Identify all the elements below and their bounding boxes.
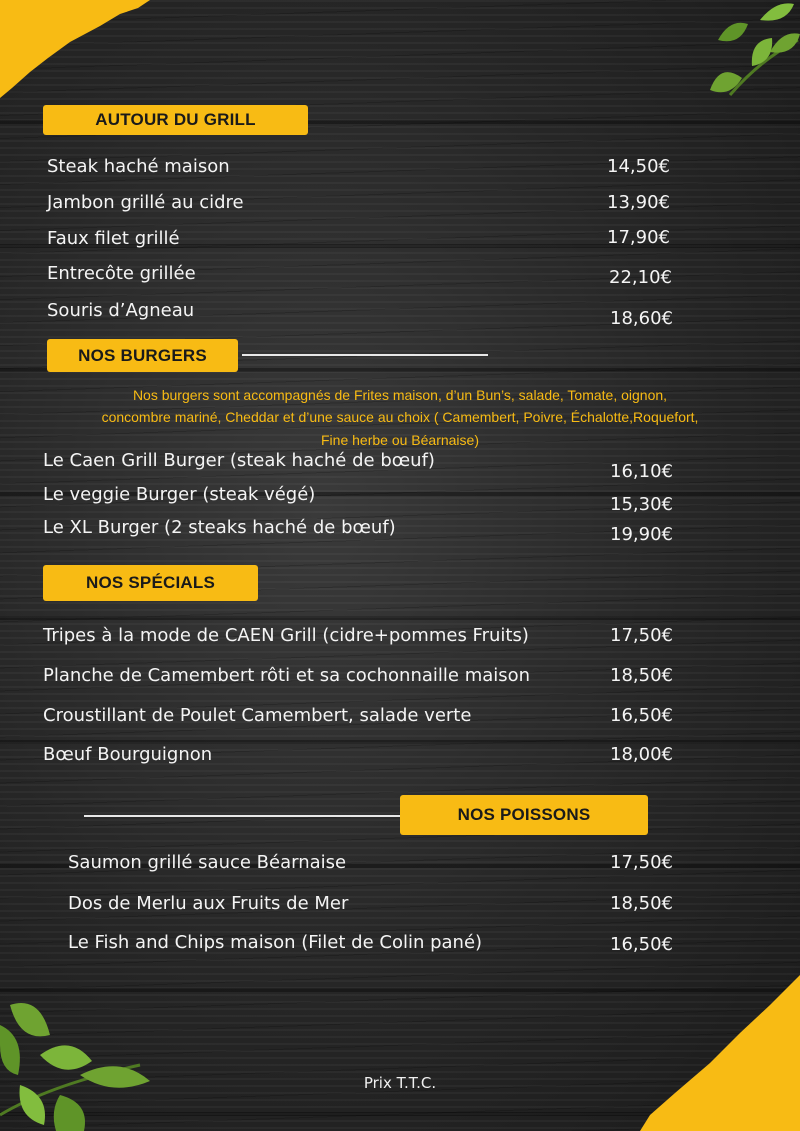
menu-item-price: 18,60€ [610, 308, 673, 329]
menu-item-price: 18,00€ [610, 744, 673, 765]
menu-item-name: Planche de Camembert rôti et sa cochonnaille maison [43, 665, 531, 686]
menu-item-name: Entrecôte grillée [47, 263, 196, 284]
menu-item-name: Le Caen Grill Burger (steak haché de bœuf) [43, 450, 435, 471]
menu-item-name: Steak haché maison [47, 156, 230, 177]
yellow-brush-top-left [0, 0, 160, 110]
menu-item-price: 16,50€ [610, 934, 673, 955]
menu-item-name: Saumon grillé sauce Béarnaise [68, 852, 347, 873]
section-title-poissons: NOS POISSONS [400, 795, 648, 835]
burgers-description-line: concombre mariné, Cheddar et d’une sauce au choix ( Camembert, Poivre, Échalotte,Roquefort, [101, 409, 699, 425]
leaves-top-right-icon [690, 0, 800, 110]
menu-item-name: Croustillant de Poulet Camembert, salade verte [43, 705, 472, 726]
menu-item-name: Faux filet grillé [47, 228, 180, 249]
menu-item-name: Le XL Burger (2 steaks haché de bœuf) [43, 517, 396, 538]
burgers-description-line: Nos burgers sont accompagnés de Frites maison, d’un Bun’s, salade, Tomate, oignon, [132, 387, 668, 403]
menu-item-price: 18,50€ [610, 893, 673, 914]
leaves-bottom-left-icon [0, 985, 160, 1131]
menu-item-price: 17,50€ [610, 625, 673, 646]
yellow-brush-bottom-right [620, 975, 800, 1131]
menu-item-price: 16,10€ [610, 461, 673, 482]
menu-item-price: 22,10€ [609, 267, 672, 288]
menu-item-price: 18,50€ [610, 665, 673, 686]
menu-item-price: 17,50€ [610, 852, 673, 873]
burgers-description-line: Fine herbe ou Béarnaise) [321, 432, 479, 448]
footer-price-note: Prix T.T.C. [363, 1074, 437, 1092]
menu-item-name: Dos de Merlu aux Fruits de Mer [68, 893, 349, 914]
menu-item-name: Le veggie Burger (steak végé) [43, 484, 316, 505]
menu-item-name: Le Fish and Chips maison (Filet de Colin pané) [68, 932, 483, 953]
menu-item-price: 17,90€ [607, 227, 670, 248]
menu-item-price: 13,90€ [607, 192, 670, 213]
section-title-speciaux: NOS SPÉCIALS [43, 565, 258, 601]
menu-item-name: Souris d’Agneau [47, 300, 195, 321]
menu-item-price: 16,50€ [610, 705, 673, 726]
menu-item-name: Tripes à la mode de CAEN Grill (cidre+pommes Fruits) [43, 625, 529, 646]
section-title-burgers: NOS BURGERS [47, 339, 238, 372]
menu-item-name: Bœuf Bourguignon [43, 744, 213, 765]
divider-line [84, 815, 402, 817]
divider-line [242, 354, 488, 356]
menu-item-price: 14,50€ [607, 156, 670, 177]
menu-item-name: Jambon grillé au cidre [47, 192, 244, 213]
menu-item-price: 19,90€ [610, 524, 673, 545]
menu-item-price: 15,30€ [610, 494, 673, 515]
section-title-grill: AUTOUR DU GRILL [43, 105, 308, 135]
